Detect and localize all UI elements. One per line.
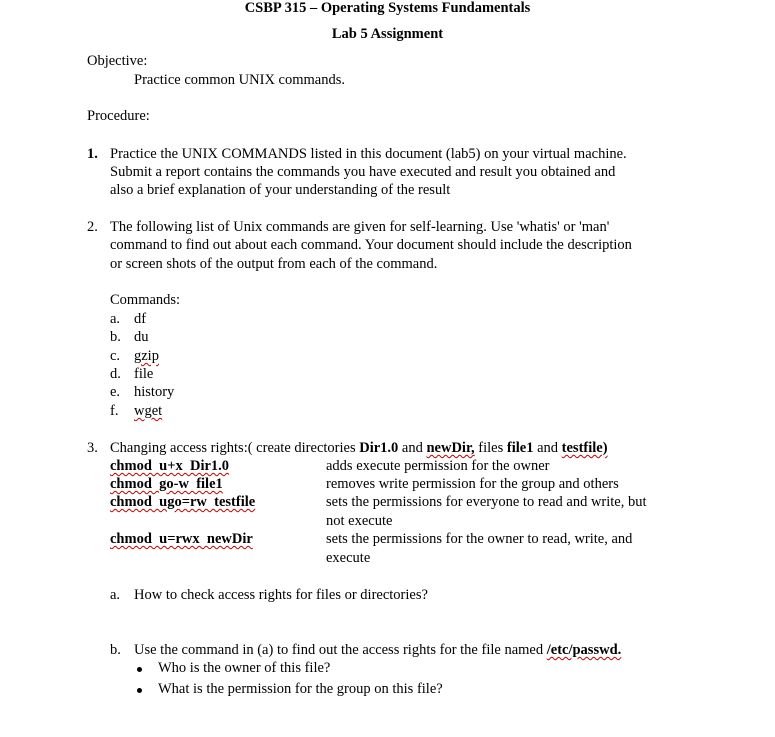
doc-title: CSBP 315 – Operating Systems Fundamentals [244, 0, 531, 16]
command-gzip: gzip [134, 348, 159, 364]
item3-and-1: and [398, 440, 427, 456]
commands-label: Commands: [110, 292, 181, 308]
chmod-row-2-desc: removes write permission for the group and others [326, 476, 619, 492]
item2-line-3: or screen shots of the output from each of the command. [110, 256, 438, 272]
question-b-letter: b. [110, 642, 121, 658]
command-letter: f. [110, 403, 119, 419]
chmod-row-3-command: chmod ugo=rw testfile [110, 494, 256, 510]
item2-line-2: command to find out about each command. Your document should include the description [110, 237, 632, 253]
chmod-row-4-desc-2: execute [326, 550, 371, 566]
question-a-letter: a. [110, 587, 121, 603]
command-wget: wget [134, 403, 163, 419]
command-history: history [134, 384, 175, 400]
command-du: du [134, 329, 149, 345]
chmod-row-3-desc-2: not execute [326, 513, 393, 529]
chmod-row-4-command: chmod u=rwx newDir [110, 531, 253, 547]
command-letter: e. [110, 384, 121, 400]
bullet-icon [137, 688, 142, 693]
chmod-row-1-command: chmod u+x Dir1.0 [110, 458, 230, 474]
chmod-row-4-desc-1: sets the permissions for the owner to read, write, and [326, 531, 633, 547]
question-b-path: /etc/passwd. [546, 642, 622, 658]
item2-line-1: The following list of Unix commands are given for self-learning. Use 'whatis' or 'man' [110, 219, 610, 235]
item3-file1: file1 [506, 440, 534, 456]
bullet-icon [137, 667, 142, 672]
command-letter: a. [110, 311, 121, 327]
item1-line-3: also a brief explanation of your understanding of the result [110, 182, 451, 198]
item3-number: 3. [87, 440, 98, 456]
bullet-item-owner: Who is the owner of this file? [158, 660, 331, 676]
chmod-row-3-desc-1: sets the permissions for everyone to read and write, but [326, 494, 647, 510]
command-letter: d. [110, 366, 121, 382]
doc-subtitle: Lab 5 Assignment [331, 26, 444, 42]
item3-dir2: newDir, [426, 440, 475, 456]
item3-intro [110, 440, 608, 457]
question-a-text: How to check access rights for files or directories? [134, 587, 428, 603]
command-df: df [134, 311, 147, 327]
item3-and-2: and [533, 440, 562, 456]
command-file: file [134, 366, 154, 382]
item2-number: 2. [87, 219, 98, 235]
item3-intro-prefix: Changing access rights:( create directories [110, 440, 360, 456]
item3-file2: testfile) [561, 440, 608, 456]
objective-label: Objective: [87, 53, 148, 69]
chmod-row-1-desc: adds execute permission for the owner [326, 458, 550, 474]
item3-files-text: files [474, 440, 507, 456]
objective-text: Practice common UNIX commands. [134, 72, 346, 88]
question-b-text [134, 642, 621, 659]
bullet-item-group-permission: What is the permission for the group on this file? [158, 681, 443, 697]
command-letter: b. [110, 329, 121, 345]
item1-line-1: Practice the UNIX COMMANDS listed in this document (lab5) on your virtual machine. [110, 146, 627, 162]
command-letter: c. [110, 348, 121, 364]
question-b-text-main: Use the command in (a) to find out the access rights for the file named [134, 642, 547, 658]
item1-number: 1. [87, 146, 98, 162]
item1-line-2: Submit a report contains the commands you have executed and result you obtained and [110, 164, 616, 180]
procedure-label: Procedure: [87, 108, 150, 124]
chmod-row-2-command: chmod go-w file1 [110, 476, 223, 492]
item3-dir1: Dir1.0 [359, 440, 399, 456]
